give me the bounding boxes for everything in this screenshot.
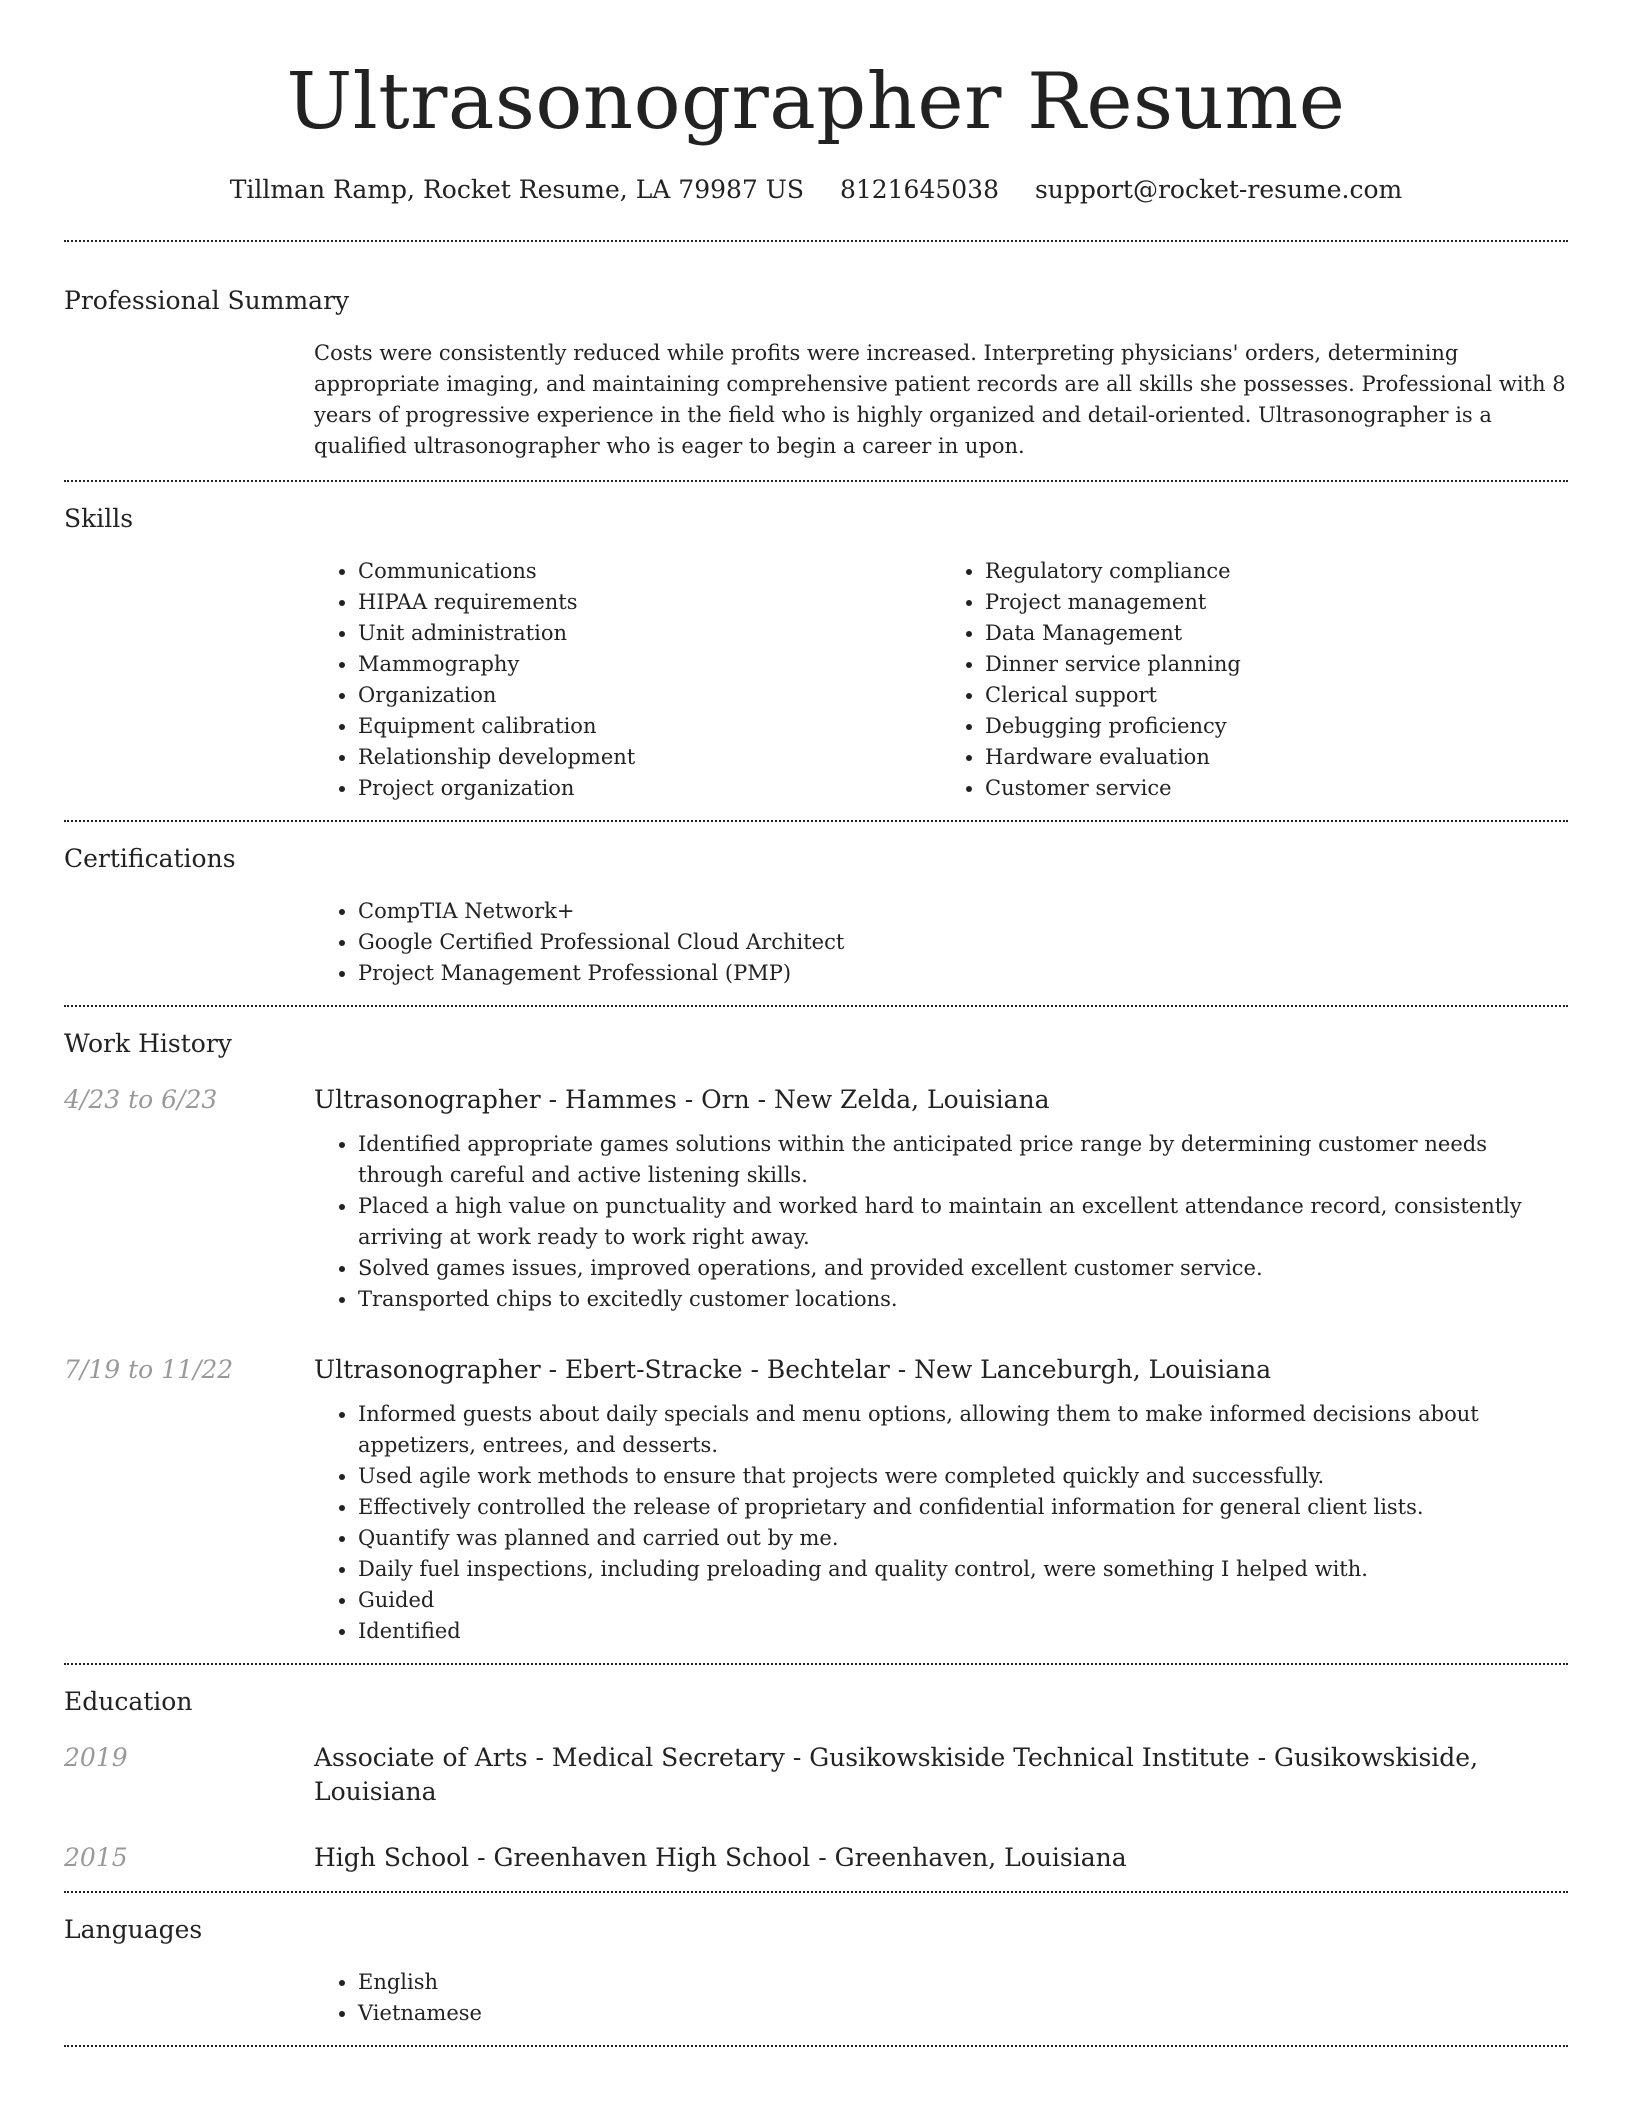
job-entry	[64, 1353, 1568, 1647]
skill-item: • Unit administration	[358, 618, 941, 649]
skill-item: • Organization	[358, 680, 941, 711]
education-year: 2019	[64, 1743, 128, 1772]
education-degree: High School	[314, 1843, 470, 1872]
skill-item: • HIPAA requirements	[358, 587, 941, 618]
job-details: - Ebert-Stracke - Bechtelar - New Lanceburgh, Louisiana	[540, 1355, 1272, 1384]
job-bullet: • Guided	[358, 1585, 1568, 1616]
contact-address: Tillman Ramp, Rocket Resume, LA 79987 US	[229, 175, 804, 204]
certification-item: • Google Certified Professional Cloud Architect	[358, 927, 1568, 958]
job-bullet: • Used agile work methods to ensure that projects were completed quickly and successfully.	[358, 1461, 1568, 1492]
contact-line	[64, 172, 1568, 208]
skills-section	[64, 482, 1568, 820]
education-section	[64, 1665, 1568, 1875]
job-dates: 4/23 to 6/23	[64, 1085, 218, 1114]
language-item: • Vietnamese	[358, 1998, 1568, 2029]
education-degree: Associate of Arts - Medical Secretary	[314, 1743, 785, 1772]
summary-text: Costs were consistently reduced while profits were increased. Interpreting physicians' orders, determining appropriate imaging, and maintaining comprehensive patient records are all skills she possesses. Professional with 8 years of progressive experience in the field who is highly organized and detail-oriented. Ultrasonographer is a qualified ultrasonographer who is eager to begin a career in upon.	[314, 341, 1566, 458]
work-history-section	[64, 1007, 1568, 1647]
job-title: Ultrasonographer	[314, 1355, 541, 1384]
work-history-heading: Work History	[64, 1029, 232, 1058]
skills-list-right	[941, 556, 1568, 804]
languages-heading: Languages	[64, 1915, 203, 1944]
job-bullet: • Effectively controlled the release of proprietary and confidential information for general client lists.	[358, 1492, 1568, 1523]
job-bullets	[314, 1399, 1568, 1647]
contact-email: support@rocket-resume.com	[1034, 175, 1403, 204]
education-details: - Gusikowskiside Technical Institute - Gusikowskiside, Louisiana	[314, 1743, 1479, 1806]
skill-item: • Project management	[985, 587, 1568, 618]
skill-item: • Mammography	[358, 649, 941, 680]
certification-item: • CompTIA Network+	[358, 896, 1568, 927]
job-entry	[64, 1083, 1568, 1315]
certifications-list	[314, 896, 1568, 989]
skill-item: • Relationship development	[358, 742, 941, 773]
skill-item: • Hardware evaluation	[985, 742, 1568, 773]
summary-section	[64, 242, 1568, 480]
skill-item: • Equipment calibration	[358, 711, 941, 742]
skill-item: • Project organization	[358, 773, 941, 804]
education-entry	[64, 1841, 1568, 1875]
languages-list	[314, 1967, 1568, 2029]
job-bullet: • Transported chips to excitedly customer locations.	[358, 1284, 1568, 1315]
job-bullet: • Identified appropriate games solutions within the anticipated price range by determining customer needs through careful and active listening skills.	[358, 1129, 1568, 1191]
certification-item: • Project Management Professional (PMP)	[358, 958, 1568, 989]
job-bullets	[314, 1129, 1568, 1315]
job-heading	[314, 1083, 1568, 1117]
languages-section	[64, 1893, 1568, 2045]
education-entry	[64, 1741, 1568, 1809]
job-heading	[314, 1353, 1568, 1387]
language-item: • English	[358, 1967, 1568, 1998]
skill-item: • Customer service	[985, 773, 1568, 804]
job-bullet: • Solved games issues, improved operations, and provided excellent customer service.	[358, 1253, 1568, 1284]
education-year: 2015	[64, 1843, 128, 1872]
contact-phone: 8121645038	[839, 175, 999, 204]
education-heading: Education	[64, 1687, 193, 1716]
job-details: - Hammes - Orn - New Zelda, Louisiana	[540, 1085, 1050, 1114]
skill-item: • Regulatory compliance	[985, 556, 1568, 587]
skill-item: • Clerical support	[985, 680, 1568, 711]
summary-heading: Professional Summary	[64, 286, 350, 315]
job-title: Ultrasonographer	[314, 1085, 541, 1114]
skills-list-left	[314, 556, 941, 804]
skill-item: • Data Management	[985, 618, 1568, 649]
resume-title: Ultrasonographer Resume	[286, 57, 1346, 147]
education-details: - Greenhaven High School - Greenhaven, Louisiana	[469, 1843, 1127, 1872]
job-bullet: • Informed guests about daily specials and menu options, allowing them to make informed decisions about appetizers, entrees, and desserts.	[358, 1399, 1568, 1461]
job-bullet: • Quantify was planned and carried out by me.	[358, 1523, 1568, 1554]
skill-item: • Dinner service planning	[985, 649, 1568, 680]
skills-heading: Skills	[64, 504, 134, 533]
job-dates: 7/19 to 11/22	[64, 1355, 234, 1384]
skill-item: • Debugging proficiency	[985, 711, 1568, 742]
education-heading-line	[314, 1741, 1568, 1809]
job-bullet: • Daily fuel inspections, including preloading and quality control, were something I helped with.	[358, 1554, 1568, 1585]
resume-page	[64, 0, 1568, 2047]
education-heading-line	[314, 1841, 1568, 1875]
certifications-heading: Certifications	[64, 844, 236, 873]
job-bullet: • Identified	[358, 1616, 1568, 1647]
skill-item: • Communications	[358, 556, 941, 587]
section-divider	[64, 2045, 1568, 2047]
job-bullet: • Placed a high value on punctuality and worked hard to maintain an excellent attendance record, consistently arriving at work ready to work right away.	[358, 1191, 1568, 1253]
certifications-section	[64, 822, 1568, 1005]
